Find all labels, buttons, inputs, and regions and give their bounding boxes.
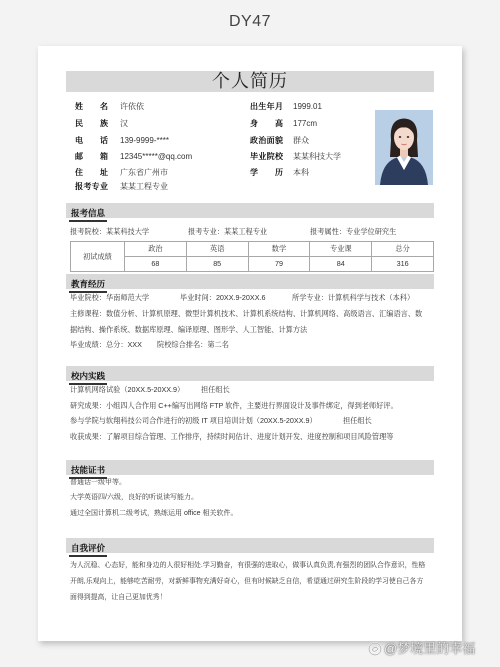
practice-item-result: 收获成果：了解项目综合管理、工作排序，持续时间估计、进度计划开发、进度控制和项目风险管理等 — [70, 432, 394, 441]
section-title-skills: 技能证书 — [69, 464, 107, 479]
education-grade: 毕业成绩：总分：XXX — [70, 340, 142, 349]
politics-label: 政治面貌 — [250, 136, 283, 145]
name-label: 姓 名 — [75, 102, 108, 111]
section-title-self-eval: 自我评价 — [69, 542, 107, 557]
height-label: 身 高 — [250, 119, 283, 128]
education-major: 所学专业：计算机科学与技术（本科） — [292, 293, 415, 302]
score-value: 68 — [125, 257, 187, 272]
section-title-practice: 校内实践 — [69, 370, 107, 385]
email-label: 邮 箱 — [75, 152, 108, 161]
exam-type: 报考属性：专业学位研究生 — [310, 227, 397, 236]
practice-item-role: 担任组长 — [201, 385, 230, 394]
address-value: 广东省广州市 — [120, 168, 168, 177]
self-eval-line: 为人沉稳、心态好，能和身边的人很好相处.学习勤奋，有很强的进取心，做事认真负责,有强烈的团队合作意识，性格 — [70, 562, 426, 569]
document-code: DY47 — [228, 13, 272, 30]
self-eval-line: 面得到提高，让自己更加优秀！ — [70, 594, 167, 601]
ethnicity-label: 民 族 — [75, 119, 108, 128]
degree-value: 本科 — [293, 168, 309, 177]
school-value: 某某科技大学 — [293, 152, 341, 161]
exam-school: 报考院校：某某科技大学 — [70, 227, 150, 236]
school-label: 毕业院校 — [250, 152, 283, 161]
score-value: 316 — [372, 257, 434, 272]
practice-item-role: 担任组长 — [343, 416, 372, 425]
score-value: 79 — [248, 257, 310, 272]
practice-item-result: 研究成果：小组四人合作用 C++编写出网络 FTP 软件，主要进行界面设计及事件绑定，得到老师好评。 — [70, 401, 398, 410]
score-value-row — [71, 257, 434, 272]
skill-item: 通过全国计算机二级考试，熟练运用 office 相关软件。 — [70, 510, 238, 517]
birth-label: 出生年月 — [250, 102, 283, 111]
section-title-education: 教育经历 — [69, 278, 107, 293]
politics-value: 群众 — [293, 136, 309, 145]
education-period: 毕业时间：20XX.9-20XX.6 — [180, 293, 266, 302]
score-header: 数学 — [248, 242, 310, 257]
education-courses-line: 据结构、操作系统、数据库原理、编译原理、图形学、人工智能、计算方法 — [70, 325, 308, 334]
resume-title: 个人简历 — [212, 71, 288, 91]
major-applied-label: 报考专业 — [75, 182, 108, 191]
score-header: 专业课 — [310, 242, 372, 257]
score-value: 85 — [186, 257, 248, 272]
section-header-practice — [66, 366, 434, 381]
major-applied-value: 某某工程专业 — [120, 182, 168, 191]
degree-label: 学 历 — [250, 168, 283, 177]
ethnicity-value: 汉 — [120, 119, 128, 128]
self-eval-line: 开朗,乐观向上，能够吃苦耐劳，对新鲜事物充满好奇心，但有时候缺乏自信，希望通过研究生阶段的学习使自己各方 — [70, 578, 424, 585]
skill-item: 大学英语四/六级，良好的听说读写能力。 — [70, 494, 198, 501]
education-rank: 院校综合排名：第二名 — [157, 340, 229, 349]
name-value: 许依依 — [120, 102, 144, 111]
phone-label: 电 话 — [75, 136, 108, 145]
score-value: 84 — [310, 257, 372, 272]
section-header-exam — [66, 203, 434, 218]
section-title-exam: 报考信息 — [69, 207, 107, 222]
watermark-logo-icon — [368, 642, 382, 656]
practice-item-name: 计算机网络试验（20XX.5-20XX.9） — [70, 385, 185, 394]
watermark-text: @梦境里的幸福 — [384, 641, 476, 656]
email-value: 12345*****@qq.com — [120, 152, 193, 161]
skill-item: 普通话一级甲等。 — [70, 479, 126, 486]
score-header: 总分 — [372, 242, 434, 257]
address-label: 住 址 — [75, 168, 108, 177]
education-school: 毕业院校：华南师范大学 — [70, 293, 150, 302]
education-courses-line: 主修课程：数值分析、计算机原理、微型计算机技术、计算机系统结构、计算机网络、高级语言、汇编语言、数 — [70, 309, 423, 318]
watermark — [368, 640, 475, 658]
section-header-education — [66, 274, 434, 289]
score-header: 政治 — [125, 242, 187, 257]
phone-value: 139-9999-**** — [120, 136, 169, 145]
section-header-self-eval — [66, 538, 434, 553]
height-value: 177cm — [293, 119, 318, 128]
score-row-label: 初试成绩 — [71, 242, 125, 272]
title-bar — [66, 71, 434, 92]
birth-value: 1999.01 — [293, 102, 322, 111]
section-header-skills — [66, 460, 434, 475]
exam-major: 报考专业：某某工程专业 — [188, 227, 268, 236]
score-header: 英语 — [186, 242, 248, 257]
exam-score-table — [70, 241, 434, 272]
portrait-photo-icon — [375, 110, 433, 185]
portrait-photo — [375, 110, 433, 185]
practice-item-name: 参与学院与软翔科技公司合作进行的初级 IT 项目培训计划（20XX.5-20XX.9） — [70, 416, 317, 425]
score-header-row — [71, 242, 434, 257]
